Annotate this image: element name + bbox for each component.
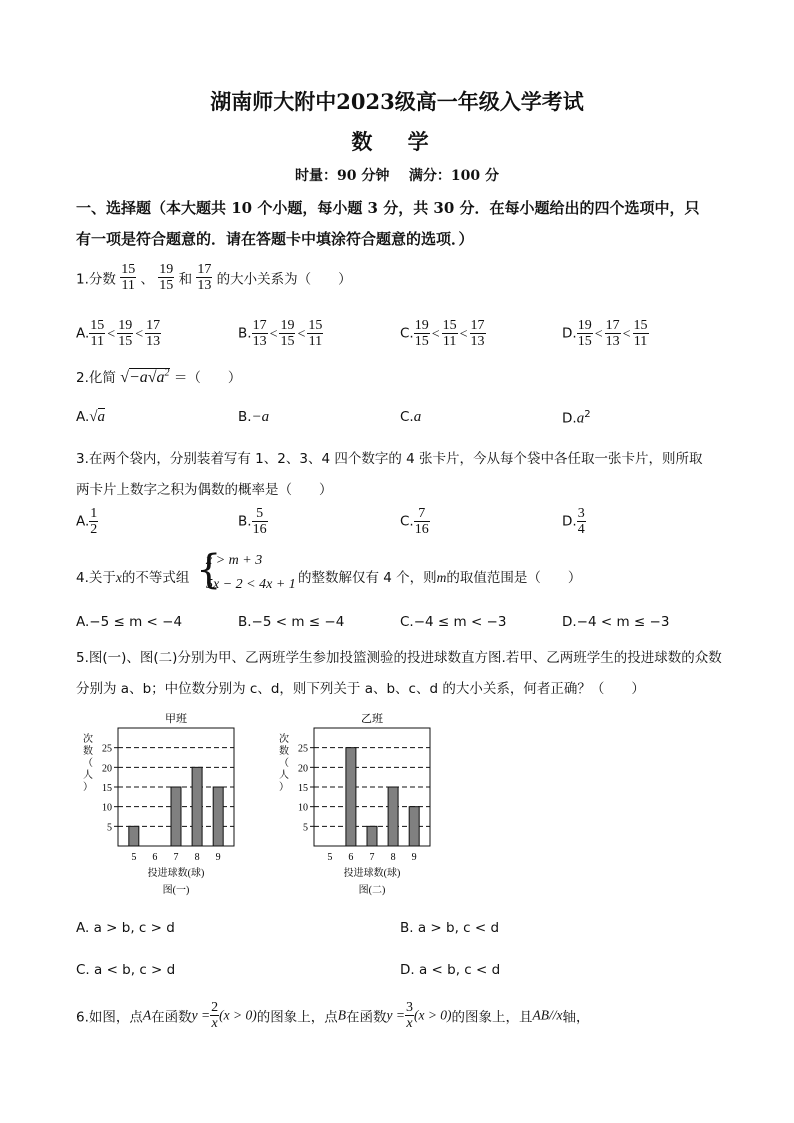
question-5-line1: 5.图(一)、图(二)分别为甲、乙两班学生参加投篮测验的投进球数直方图.若甲、乙两班学生的投进球数的众数 [76,650,722,666]
bar [367,826,377,846]
y-axis-label-char: 次 [83,734,93,745]
system-brace: { [196,547,222,593]
q1-option-a[interactable]: A. $\frac{15}{11}$ < $\frac{19}{15}$ < $\frac{17}{13}$ [76,318,161,349]
y-tick-label: 5 [107,822,112,834]
subject-title: 数 学 [351,129,443,154]
y-axis-label-char: ） [279,782,289,793]
q5-option-b[interactable]: B. a > b, c < d [400,920,500,936]
chart-title: 乙班 [361,713,383,725]
y-axis-label-char: 数 [279,746,289,757]
x-tick-label: 9 [215,852,221,863]
question-2: 2.化简 $√-a√a^2$ ＝（ ） [76,367,242,386]
q4-option-c[interactable]: C.−4 ≤ m < −3 [400,614,507,630]
x-tick-label: 7 [173,852,179,863]
bar [346,748,356,846]
bar [192,767,202,846]
q1-option-c[interactable]: C. $\frac{19}{15}$ < $\frac{15}{11}$ < $\frac{17}{13}$ [400,318,485,349]
question-5-line2: 分别为 a、b；中位数分别为 c、d，则下列关于 a、b、c、d 的大小关系，何者正确？（ ） [76,681,645,697]
q1-option-b[interactable]: B. $\frac{17}{13}$ < $\frac{19}{15}$ < $\frac{15}{11}$ [238,318,323,349]
q2-option-d[interactable]: $D.a^2$ [562,409,591,427]
figure-caption: 图(一) [162,885,190,896]
histogram-class-yi [272,708,452,904]
chart-title: 甲班 [165,713,187,725]
x-axis-label: 投进球数(球) [343,868,401,879]
bar [409,807,419,846]
y-tick-label: 20 [298,763,308,775]
q3-option-d[interactable]: D. $\frac{3}{4}$ [562,506,585,537]
inequality-1: x > m + 3 [206,553,263,568]
y-tick-label: 25 [298,743,308,755]
x-axis-label: 投进球数(球) [147,868,205,879]
x-tick-label: 5 [131,852,137,863]
q5-option-a[interactable]: A. a > b, c > d [76,920,175,936]
question-4-prefix: 4.关于x的不等式组 [76,570,190,586]
question-4-suffix: 的整数解仅有 4 个，则m的取值范围是（ ） [298,570,582,586]
y-tick-label: 25 [102,743,112,755]
exam-title: 湖南师大附中2023级高一年级入学考试 [210,89,584,114]
histogram-class-jia [76,708,256,904]
q1-fraction-1: $\frac{15}{11}$ [121,262,136,293]
bar [388,787,398,846]
q3-option-c[interactable]: C. $\frac{7}{16}$ [400,506,429,537]
y-axis-label-char: （ [279,758,289,769]
y-tick-label: 20 [102,763,112,775]
q2-option-c[interactable]: C.a [400,409,422,425]
x-tick-label: 8 [194,852,200,863]
q3-option-a[interactable]: A. $\frac{1}{2}$ [76,506,98,537]
q4-option-d[interactable]: D.−4 < m ≤ −3 [562,614,670,630]
bar [129,826,139,846]
bar [171,787,181,846]
exam-info: 时量：90 分钟 满分：100 分 [295,168,499,184]
q1-fraction-2: $\frac{19}{15}$ [159,262,174,293]
q5-option-c[interactable]: C. a < b, c > d [76,962,176,978]
x-tick-label: 7 [369,852,375,863]
question-1: 1.分数 $\frac{15}{11}$ 、 $\frac{19}{15}$ 和 $\frac{17}{13}$ 的大小关系为（ ） [76,262,352,293]
x-tick-label: 9 [411,852,417,863]
x-tick-label: 6 [348,852,354,863]
x-tick-label: 6 [152,852,158,863]
q4-option-b[interactable]: B.−5 < m ≤ −4 [238,614,345,630]
y-axis-label-char: 人 [279,770,289,781]
inequality-2: 5x − 2 < 4x + 1 [206,577,296,592]
q1-fraction-3: $\frac{17}{13}$ [197,262,212,293]
question-3-line1: 3.在两个袋内，分别装着写有 1、2、3、4 四个数字的 4 张卡片，今从每个袋中各任取一张卡片，则所取 [76,451,703,467]
figure-caption: 图(二) [358,885,386,896]
question-3-line2: 两卡片上数字之积为偶数的概率是（ ） [76,482,333,498]
bar [213,787,223,846]
nested-radical: $√-a√a^2$ [120,367,170,386]
section-heading-line2: 有一项是符合题意的．请在答题卡中填涂符合题意的选项．） [76,230,474,248]
q2-option-b[interactable]: B.−a [238,409,270,425]
q1-prefix: 1.分数 [76,271,116,288]
y-tick-label: 5 [303,822,308,834]
y-axis-label-char: 人 [83,770,93,781]
y-axis-label-char: 次 [279,734,289,745]
q2-option-a[interactable]: A.√a [76,409,106,425]
question-6: 6.如图，点A在函数y = $\frac{2}{x}$ (x > 0)的图象上，点B在函数y = $\frac{3}{x}$ (x > 0)的图象上，且AB//x轴， [76,1000,590,1031]
q3-option-b[interactable]: B. $\frac{5}{16}$ [238,506,267,537]
section-heading-line1: 一、选择题（本大题共 10 个小题，每小题 3 分，共 30 分．在每小题给出的四个选项中，只 [76,199,700,217]
y-tick-label: 15 [102,783,112,794]
y-axis-label-char: ） [83,782,93,793]
q1-option-d[interactable]: D. $\frac{19}{15}$ < $\frac{17}{13}$ < $\frac{15}{11}$ [562,318,648,349]
y-tick-label: 15 [298,783,308,794]
q4-option-a[interactable]: A.−5 ≤ m < −4 [76,614,183,630]
x-tick-label: 8 [390,852,396,863]
y-tick-label: 10 [298,802,308,814]
y-tick-label: 10 [102,802,112,814]
y-axis-label-char: 数 [83,746,93,757]
y-axis-label-char: （ [83,758,93,769]
x-tick-label: 5 [327,852,333,863]
q5-option-d[interactable]: D. a < b, c < d [400,962,501,978]
